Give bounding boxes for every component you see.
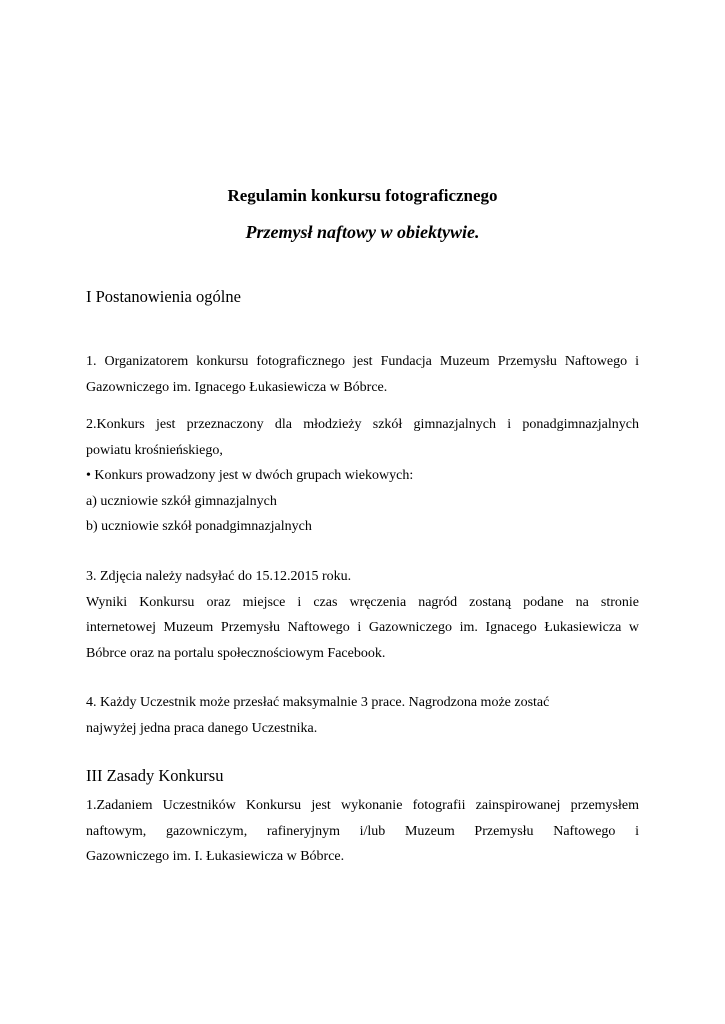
- paragraph-deadline-results: [86, 564, 639, 666]
- paragraph-organizer: [86, 349, 639, 400]
- paragraph-participants: [86, 412, 639, 540]
- bullet-item: • Konkurs prowadzony jest w dwóch grupach wiekowych:: [86, 468, 414, 483]
- paragraph-line: 3. Zdjęcia należy nadsyłać do 15.12.2015 roku.: [86, 569, 352, 584]
- paragraph-line: powiatu krośnieńskiego,: [86, 442, 223, 458]
- document-subtitle: Przemysł naftowy w obiektywie.: [245, 222, 480, 242]
- list-item: a) uczniowie szkół gimnazjalnych: [86, 493, 277, 509]
- paragraph-submissions: [86, 690, 639, 741]
- section-heading-general-provisions: I Postanowienia ogólne: [86, 287, 241, 306]
- paragraph-line: Gazowniczego im. Ignacego Łukasiewicza w Bóbrce.: [86, 379, 388, 395]
- paragraph-contest-task: [86, 793, 639, 870]
- paragraph-line: Bóbrce oraz na portalu społecznościowym Facebook.: [86, 645, 386, 661]
- paragraph-line: 2.Konkurs jest przeznaczony dla młodzieży szkół gimnazjalnych i ponadgimnazjalnych: [86, 417, 639, 432]
- paragraph-line: 1.Zadaniem Uczestników Konkursu jest wykonanie fotografii zainspirowanej przemysłem: [86, 798, 639, 813]
- section-heading-contest-rules: III Zasady Konkursu: [86, 766, 224, 785]
- paragraph-line: najwyżej jedna praca danego Uczestnika.: [86, 720, 318, 736]
- paragraph-line: Gazowniczego im. I. Łukasiewicza w Bóbrce.: [86, 849, 345, 864]
- document-title: Regulamin konkursu fotograficznego: [227, 186, 498, 205]
- paragraph-line: Wyniki Konkursu oraz miejsce i czas wręczenia nagród zostaną podane na stronie: [86, 594, 639, 610]
- paragraph-line: 1. Organizatorem konkursu fotograficznego jest Fundacja Muzeum Przemysłu Naftowego i: [86, 354, 639, 369]
- paragraph-line: 4. Każdy Uczestnik może przesłać maksymalnie 3 prace. Nagrodzona może zostać: [86, 695, 550, 710]
- list-item: b) uczniowie szkół ponadgimnazjalnych: [86, 519, 312, 534]
- paragraph-line: naftowym, gazowniczym, rafineryjnym i/lub Muzeum Przemysłu Naftowego i: [86, 823, 639, 839]
- paragraph-line: internetowej Muzeum Przemysłu Naftowego i Gazowniczego im. Ignacego Łukasiewicza w: [86, 620, 639, 635]
